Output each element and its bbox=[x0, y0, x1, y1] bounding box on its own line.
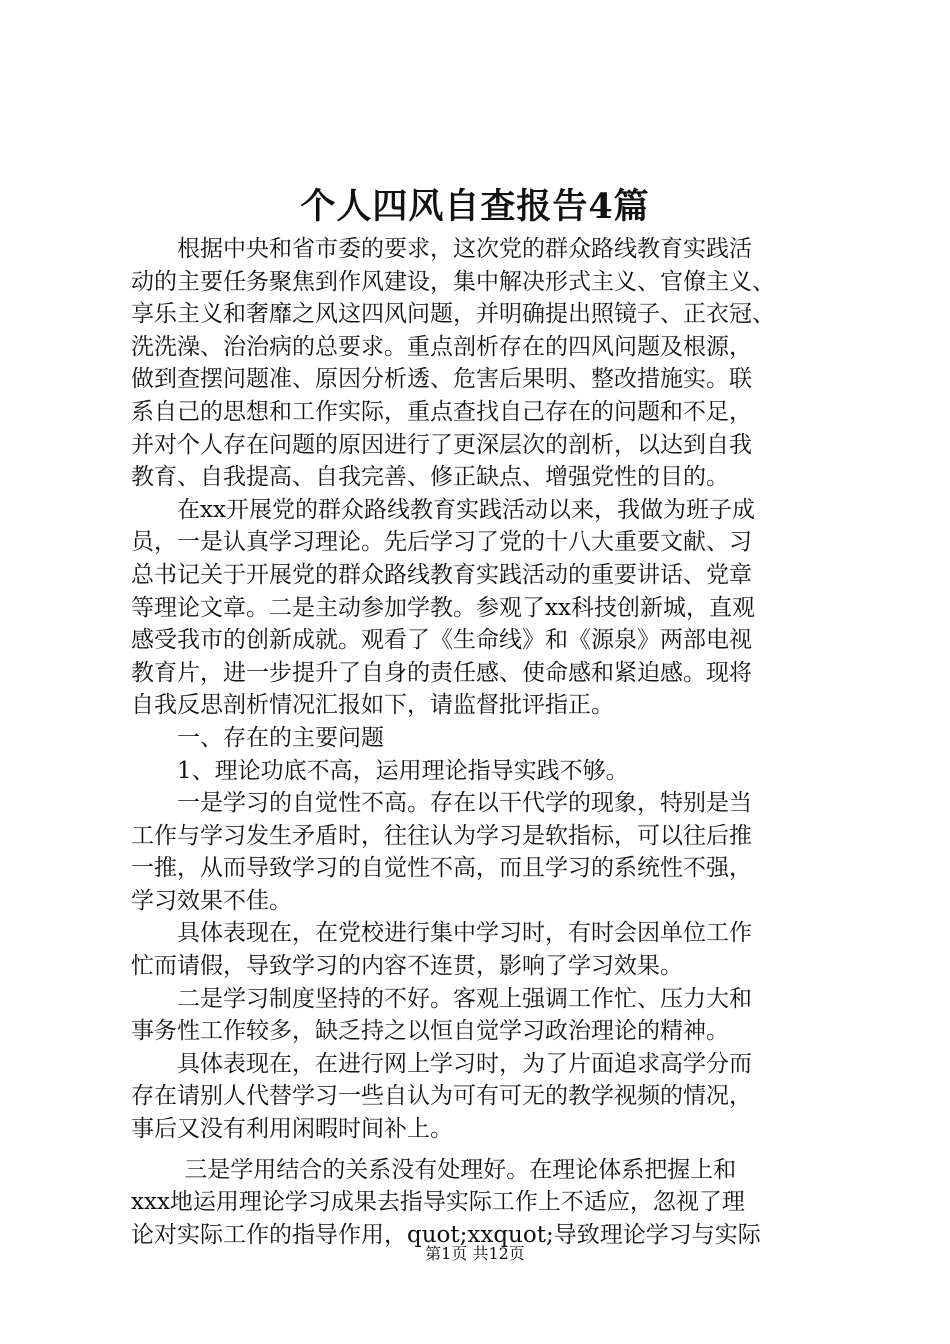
body-line: 感受我市的创新成就。观看了《生命线》和《源泉》两部电视 bbox=[131, 627, 752, 654]
body-line: 具体表现在，在党校进行集中学习时，有时会因单位工作 bbox=[131, 920, 752, 947]
body-line: 并对个人存在问题的原因进行了更深层次的剖析，以达到自我 bbox=[131, 431, 752, 458]
body-line: 二是学习制度坚持的不好。客观上强调工作忙、压力大和 bbox=[131, 985, 752, 1012]
body-line: 洗洗澡、治治病的总要求。重点剖析存在的四风问题及根源， bbox=[131, 333, 752, 360]
body-line: 教育片，进一步提升了自身的责任感、使命感和紧迫感。现将 bbox=[131, 659, 752, 686]
body-line: 忙而请假，导致学习的内容不连贯，影响了学习效果。 bbox=[131, 953, 683, 980]
document-body bbox=[131, 233, 831, 1251]
body-line: 教育、自我提高、自我完善、修正缺点、增强党性的目的。 bbox=[131, 464, 729, 491]
body-line: 一推，从而导致学习的自觉性不高，而且学习的系统性不强， bbox=[131, 855, 752, 882]
paragraph-gap bbox=[131, 1146, 831, 1154]
body-line: 一是学习的自觉性不高。存在以干代学的现象，特别是当 bbox=[131, 790, 752, 817]
body-line: 具体表现在，在进行网上学习时，为了片面追求高学分而 bbox=[131, 1050, 752, 1077]
subsection-heading: 1、理论功底不高，运用理论指导实践不够。 bbox=[131, 757, 629, 784]
body-line: 享乐主义和奢靡之风这四风问题，并明确提出照镜子、正衣冠、 bbox=[131, 301, 775, 328]
body-line: 员，一是认真学习理论。先后学习了党的十八大重要文献、习 bbox=[131, 529, 752, 556]
body-line: 等理论文章。二是主动参加学教。参观了xx科技创新城，直观 bbox=[131, 594, 755, 621]
page-footer: 第1页 共12页 bbox=[425, 1244, 525, 1263]
body-line: 学习效果不佳。 bbox=[131, 887, 292, 914]
body-line: 做到查摆问题准、原因分析透、危害后果明、整改措施实。联 bbox=[131, 366, 752, 393]
body-line: 三是学用结合的关系没有处理好。在理论体系把握上和 bbox=[131, 1156, 737, 1183]
body-line: 存在请别人代替学习一些自认为可有可无的教学视频的情况， bbox=[131, 1083, 752, 1110]
body-line: 根据中央和省市委的要求，这次党的群众路线教育实践活 bbox=[131, 236, 752, 262]
body-line: 总书记关于开展党的群众路线教育实践活动的重要讲话、党章 bbox=[131, 561, 752, 588]
body-line: 动的主要任务聚焦到作风建设，集中解决形式主义、官僚主义、 bbox=[131, 268, 775, 295]
body-line: 论对实际工作的指导作用，quot;xxquot;导致理论学习与实际 bbox=[131, 1221, 761, 1248]
section-heading: 一、存在的主要问题 bbox=[131, 724, 384, 751]
document-title: 个人四风自查报告4篇 bbox=[300, 186, 650, 227]
body-line: 事务性工作较多，缺乏持之以恒自觉学习政治理论的精神。 bbox=[131, 1018, 729, 1045]
body-line: 事后又没有利用闲暇时间补上。 bbox=[131, 1116, 453, 1143]
body-line: 系自己的思想和工作实际，重点查找自己存在的问题和不足， bbox=[131, 398, 752, 425]
body-line: 工作与学习发生矛盾时，往往认为学习是软指标，可以往后推 bbox=[131, 822, 752, 849]
body-line: xxx地运用理论学习成果去指导实际工作上不适应，忽视了理 bbox=[131, 1189, 745, 1216]
body-line: 自我反思剖析情况汇报如下，请监督批评指正。 bbox=[131, 692, 614, 719]
body-line: 在xx开展党的群众路线教育实践活动以来，我做为班子成 bbox=[131, 496, 755, 523]
